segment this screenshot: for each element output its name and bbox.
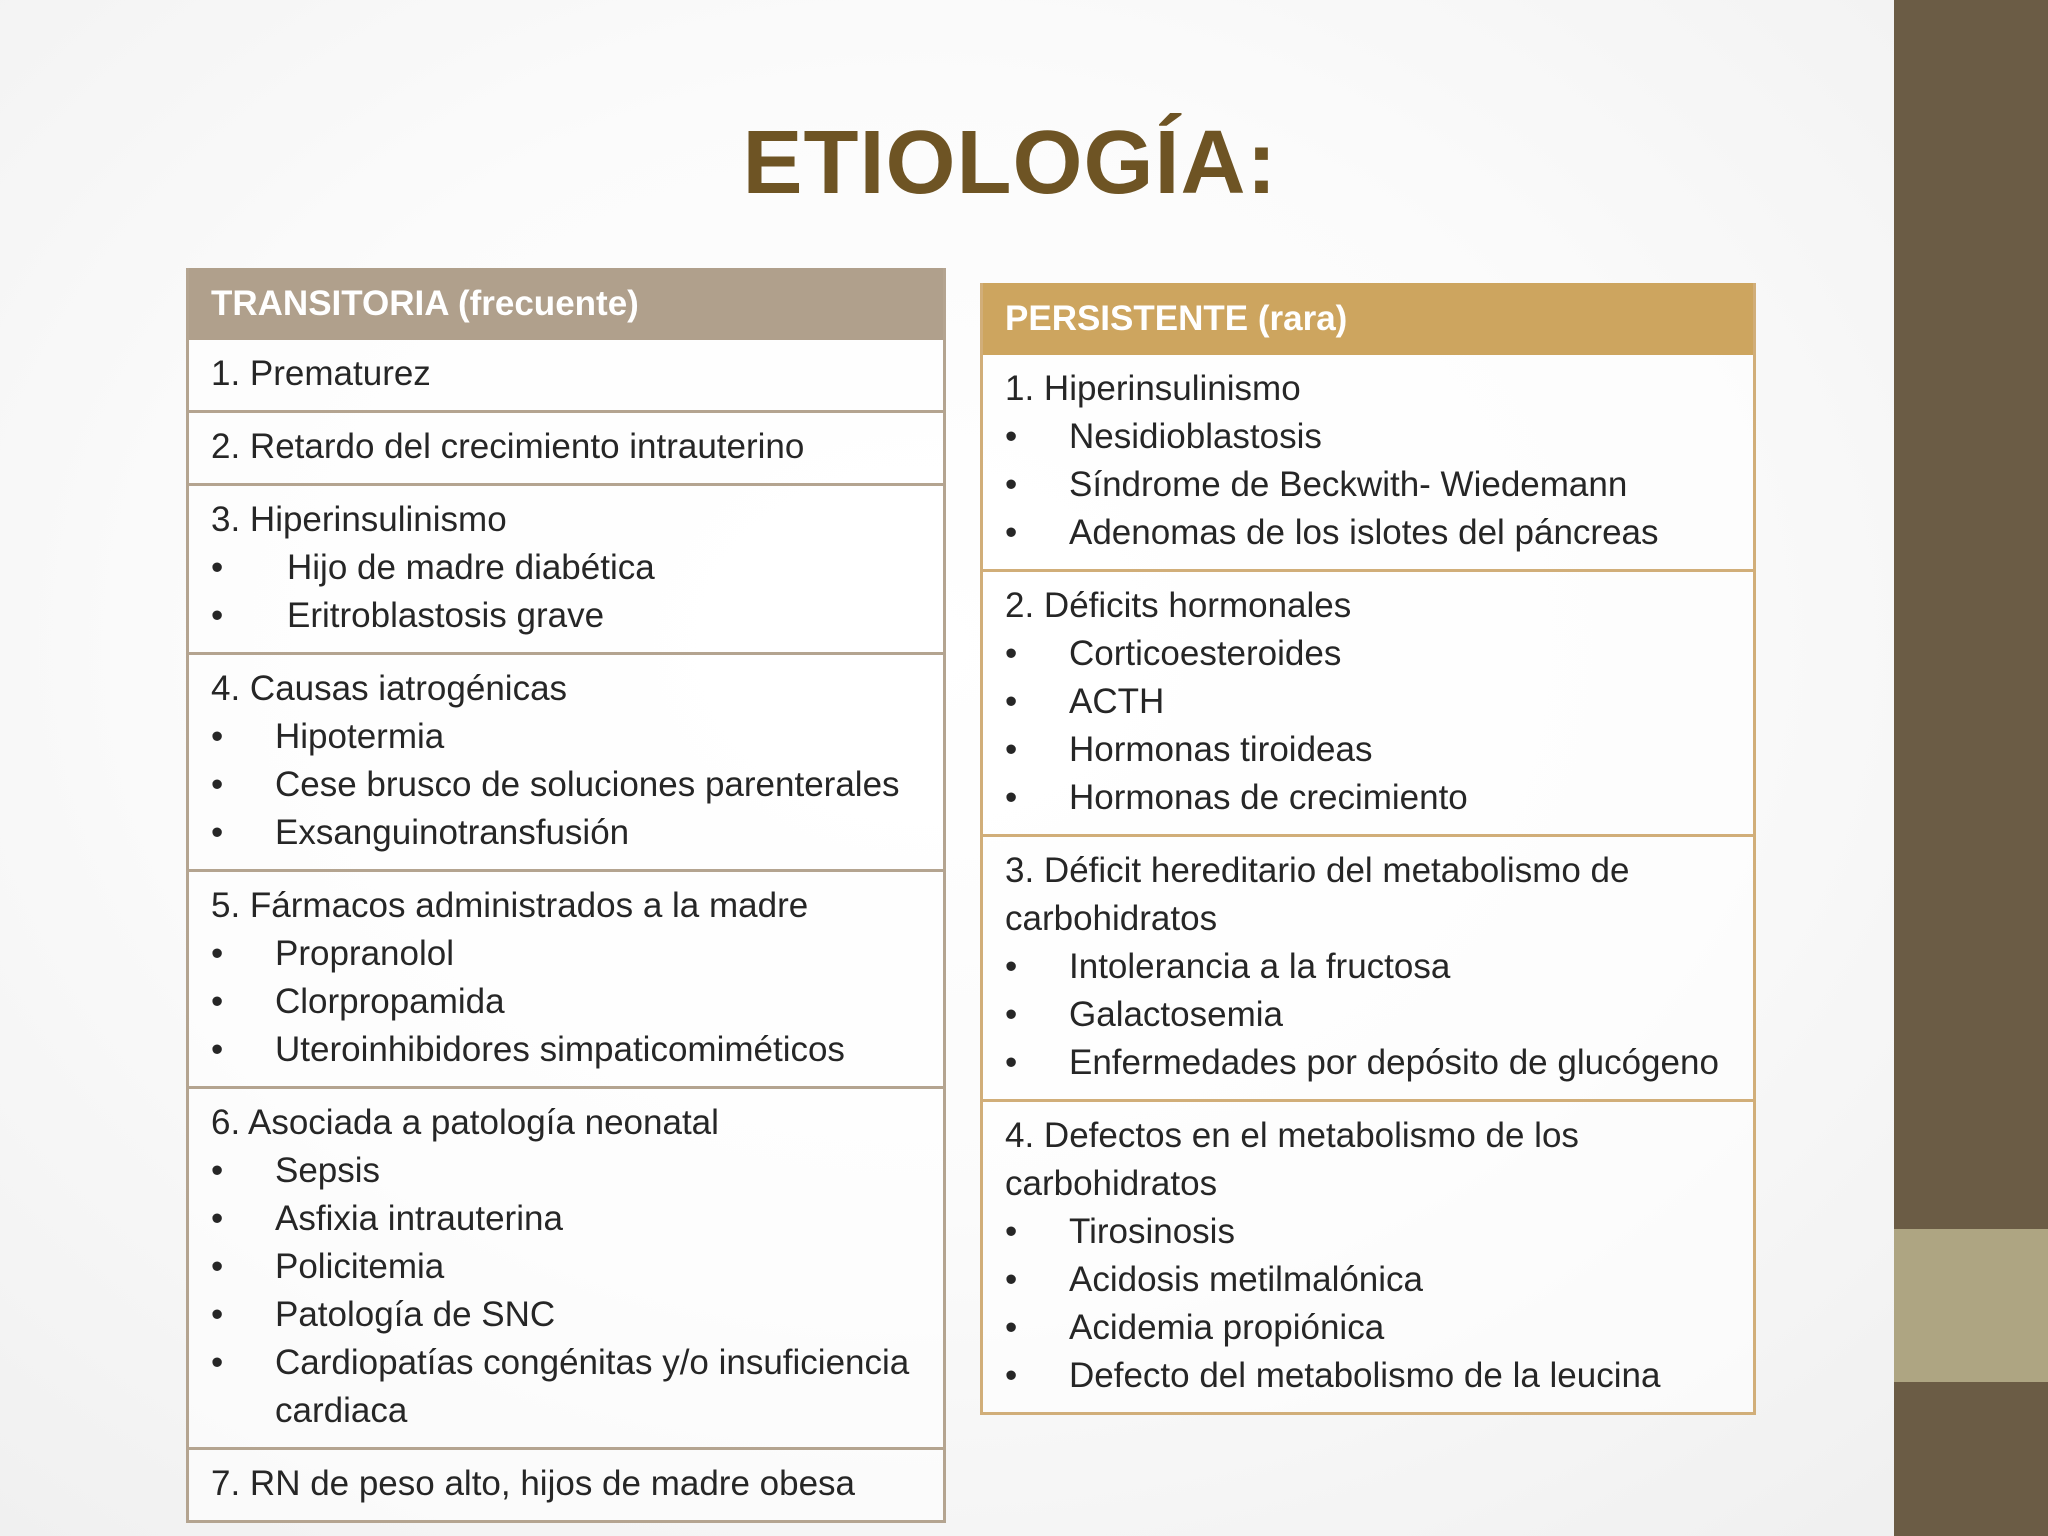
table-cell	[983, 834, 1753, 1099]
bullet-list	[1005, 413, 1735, 557]
item-text: Acidosis metilmalónica	[1069, 1260, 1424, 1299]
item-text: Asfixia intrauterina	[275, 1199, 563, 1238]
list-item	[1005, 413, 1735, 461]
cell-title: 2. Retardo del crecimiento intrauterino	[211, 427, 805, 466]
list-item	[1005, 630, 1735, 678]
list-item	[1005, 461, 1735, 509]
item-text: Hipotermia	[275, 717, 445, 756]
table-cell	[189, 652, 943, 869]
item-text: Propranolol	[275, 934, 454, 973]
item-text: Clorpropamida	[275, 982, 505, 1021]
cell-title: 2. Déficits hormonales	[1005, 586, 1352, 625]
item-text: Cese brusco de soluciones parenterales	[275, 765, 900, 804]
bullet-list	[1005, 630, 1735, 822]
list-item	[1005, 678, 1735, 726]
item-text: Tirosinosis	[1069, 1212, 1235, 1251]
item-text: Hormonas tiroideas	[1069, 730, 1373, 769]
table-cell	[983, 355, 1753, 569]
list-item	[1005, 1039, 1735, 1087]
table-cell	[983, 1099, 1753, 1412]
list-item	[1005, 1256, 1735, 1304]
bullet-icon: •	[211, 982, 224, 1021]
list-item	[1005, 726, 1735, 774]
bullet-icon: •	[1005, 682, 1018, 721]
list-item	[211, 930, 925, 978]
list-item	[1005, 943, 1735, 991]
cell-title: 3. Hiperinsulinismo	[211, 500, 507, 539]
list-item	[211, 592, 925, 640]
list-item	[211, 1339, 925, 1435]
list-item	[1005, 1352, 1735, 1400]
item-text: Exsanguinotransfusión	[275, 813, 630, 852]
item-text: Eritroblastosis grave	[287, 596, 605, 635]
table-cell	[189, 410, 943, 483]
cell-title: 4. Defectos en el metabolismo de los carbohidratos	[1005, 1116, 1579, 1203]
table-cell	[189, 483, 943, 652]
bullet-icon: •	[1005, 634, 1018, 673]
bullet-list	[211, 1147, 925, 1435]
list-item	[211, 713, 925, 761]
bullet-icon: •	[1005, 417, 1018, 456]
list-item	[1005, 774, 1735, 822]
list-item	[211, 1147, 925, 1195]
item-text: Defecto del metabolismo de la leucina	[1069, 1356, 1661, 1395]
transitoria-header: TRANSITORIA (frecuente)	[189, 268, 943, 340]
item-text: Uteroinhibidores simpaticomiméticos	[275, 1030, 845, 1069]
bullet-icon: •	[1005, 1260, 1018, 1299]
table-cell	[189, 340, 943, 410]
bullet-icon: •	[211, 1247, 224, 1286]
cell-title: 7. RN de peso alto, hijos de madre obesa	[211, 1464, 855, 1503]
bullet-icon: •	[1005, 1043, 1018, 1082]
cell-title: 3. Déficit hereditario del metabolismo de carbohidratos	[1005, 851, 1630, 938]
bullet-list	[1005, 1208, 1735, 1400]
table-cell	[983, 569, 1753, 834]
side-accent-block	[1894, 1229, 2048, 1382]
bullet-icon: •	[211, 813, 224, 852]
list-item	[1005, 1208, 1735, 1256]
bullet-icon: •	[211, 1151, 224, 1190]
table-cell	[189, 1447, 943, 1520]
list-item	[211, 544, 925, 592]
item-text: Enfermedades por depósito de glucógeno	[1069, 1043, 1719, 1082]
persistente-table	[980, 283, 1756, 1415]
bullet-icon: •	[1005, 1308, 1018, 1347]
list-item	[1005, 1304, 1735, 1352]
bullet-list	[211, 544, 925, 640]
bullet-icon: •	[211, 717, 224, 756]
bullet-icon: •	[1005, 778, 1018, 817]
table-cell	[189, 1086, 943, 1447]
list-item	[211, 978, 925, 1026]
slide-title: ETIOLOGÍA:	[742, 113, 1278, 213]
cell-title: 1. Hiperinsulinismo	[1005, 369, 1301, 408]
bullet-icon: •	[211, 765, 224, 804]
bullet-icon: •	[211, 934, 224, 973]
item-text: Nesidioblastosis	[1069, 417, 1322, 456]
list-item	[211, 1195, 925, 1243]
bullet-icon: •	[1005, 513, 1018, 552]
list-item	[211, 809, 925, 857]
bullet-icon: •	[211, 1295, 224, 1334]
bullet-list	[211, 713, 925, 857]
list-item	[211, 1291, 925, 1339]
list-item	[211, 1026, 925, 1074]
cell-title: 5. Fármacos administrados a la madre	[211, 886, 809, 925]
bullet-icon: •	[1005, 1356, 1018, 1395]
bullet-icon: •	[211, 548, 224, 587]
cell-title: 1. Prematurez	[211, 354, 431, 393]
bullet-icon: •	[1005, 947, 1018, 986]
list-item	[1005, 509, 1735, 557]
item-text: Policitemia	[275, 1247, 445, 1286]
item-text: Sepsis	[275, 1151, 381, 1190]
bullet-icon: •	[1005, 995, 1018, 1034]
item-text: Acidemia propiónica	[1069, 1308, 1385, 1347]
item-text: Patología de SNC	[275, 1295, 556, 1334]
item-text: ACTH	[1069, 682, 1165, 721]
cell-title: 4. Causas iatrogénicas	[211, 669, 568, 708]
bullet-icon: •	[211, 1343, 224, 1382]
item-text: Hijo de madre diabética	[287, 548, 655, 587]
item-text: Síndrome de Beckwith- Wiedemann	[1069, 465, 1628, 504]
list-item	[211, 1243, 925, 1291]
bullet-icon: •	[1005, 1212, 1018, 1251]
bullet-list	[1005, 943, 1735, 1087]
bullet-list	[211, 930, 925, 1074]
bullet-icon: •	[1005, 730, 1018, 769]
item-text: Hormonas de crecimiento	[1069, 778, 1468, 817]
bullet-icon: •	[211, 1199, 224, 1238]
list-item	[1005, 991, 1735, 1039]
item-text: Intolerancia a la fructosa	[1069, 947, 1451, 986]
transitoria-table	[186, 268, 946, 1523]
item-text: Cardiopatías congénitas y/o insuficiencia cardiaca	[275, 1343, 910, 1430]
table-cell	[189, 869, 943, 1086]
item-text: Adenomas de los islotes del páncreas	[1069, 513, 1659, 552]
cell-title: 6. Asociada a patología neonatal	[211, 1103, 719, 1142]
bullet-icon: •	[1005, 465, 1018, 504]
persistente-header: PERSISTENTE (rara)	[983, 283, 1753, 355]
bullet-icon: •	[211, 596, 224, 635]
list-item	[211, 761, 925, 809]
item-text: Galactosemia	[1069, 995, 1283, 1034]
bullet-icon: •	[211, 1030, 224, 1069]
item-text: Corticoesteroides	[1069, 634, 1342, 673]
